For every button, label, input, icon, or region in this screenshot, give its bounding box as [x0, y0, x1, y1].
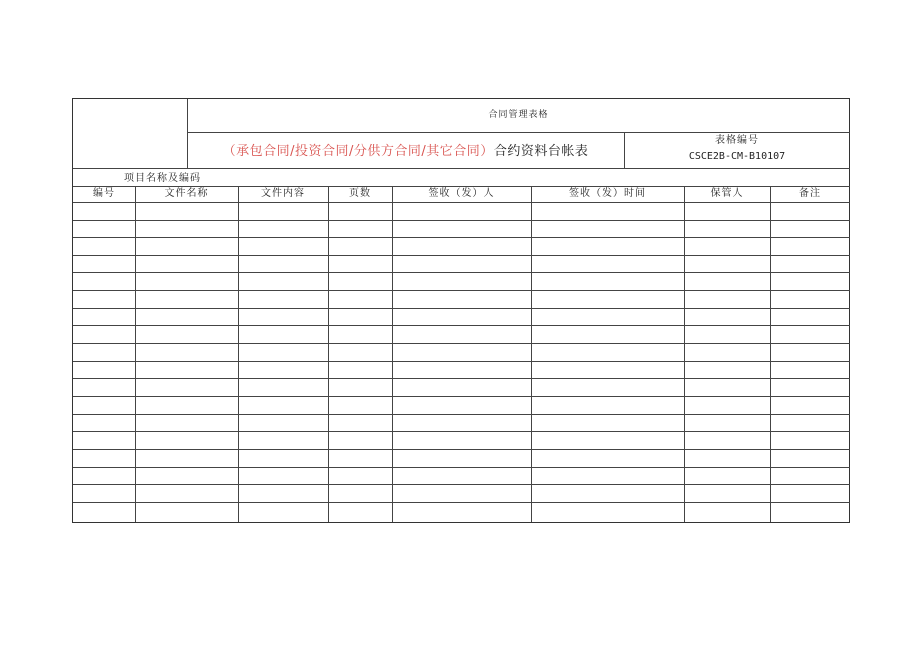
table-row [73, 502, 850, 522]
column-header: 文件名称 [164, 188, 209, 199]
column-header: 签收（发）人 [428, 188, 495, 199]
table-row [73, 255, 850, 272]
form-title-contract-types: （承包合同/投资合同/分供方合同/其它合同） [222, 144, 494, 159]
column-header: 签收（发）时间 [569, 188, 646, 199]
table-row [73, 343, 850, 361]
table-row [73, 290, 850, 308]
table-row [73, 272, 850, 290]
contract-ledger-form [72, 98, 850, 523]
logo-cell-divider [187, 99, 188, 169]
table-row [73, 308, 850, 325]
table-row [73, 202, 850, 220]
column-header: 文件内容 [261, 188, 305, 199]
table-row [73, 396, 850, 414]
header-divider-2 [73, 168, 850, 169]
column-header: 编号 [93, 188, 115, 199]
table-row [73, 449, 850, 467]
column-header: 备注 [799, 188, 821, 199]
table-row [73, 431, 850, 449]
table-row [73, 325, 850, 343]
table-row [73, 467, 850, 484]
project-name-label: 项目名称及编码 [124, 173, 201, 184]
column-header: 页数 [349, 188, 371, 199]
ledger-table [73, 186, 850, 522]
header-divider-1 [187, 132, 850, 133]
table-row [73, 378, 850, 396]
table-row [73, 237, 850, 255]
table-row [73, 361, 850, 378]
form-title-name: 合约资料台帐表 [493, 144, 589, 159]
form-code-value: CSCE2B-CM-B10107 [688, 151, 786, 162]
doc-type-title: 合同管理表格 [488, 110, 549, 120]
table-row [73, 220, 850, 237]
logo-cell [73, 99, 187, 168]
form-code-label: 表格编号 [715, 135, 759, 146]
table-row [73, 484, 850, 502]
column-header: 保管人 [710, 188, 744, 199]
table-row [73, 414, 850, 431]
form-title [187, 145, 624, 158]
